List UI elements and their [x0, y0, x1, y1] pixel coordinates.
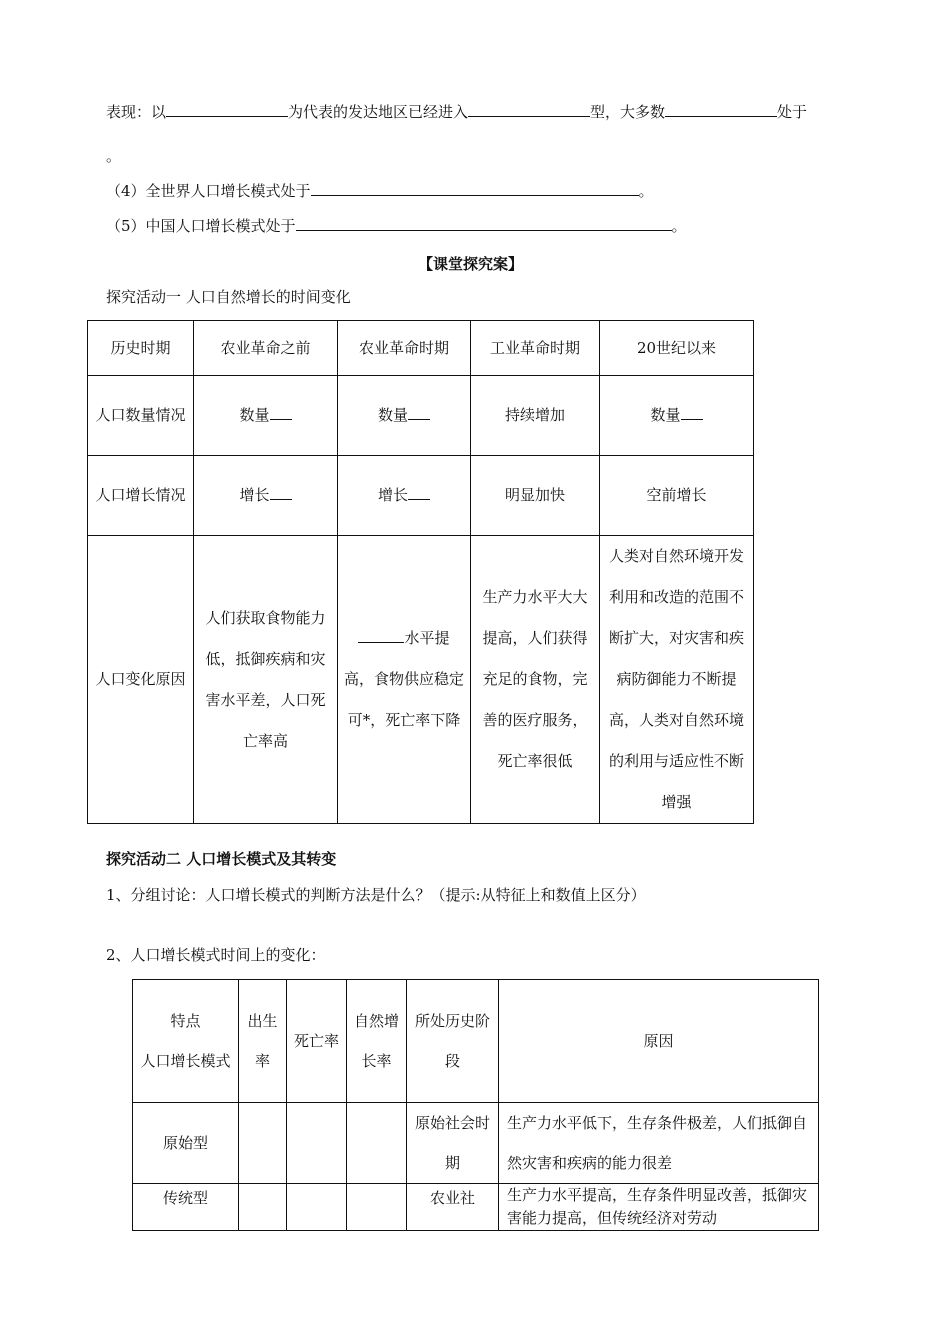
intro-item-4 [106, 180, 654, 201]
empty-cell [239, 1103, 287, 1184]
blank-5 [296, 215, 672, 231]
reason-cell: 生产力水平低下，生存条件极差，人们抵御自然灾害和疾病的能力很差 [499, 1103, 819, 1184]
cell-blank [270, 485, 292, 500]
table-cell [338, 376, 471, 456]
header-cell: 自然增长率 [347, 980, 407, 1103]
mode-cell: 传统型 [133, 1184, 239, 1231]
header-feature: 特点 [170, 1012, 201, 1030]
section-title: 【课堂探究案】 [418, 255, 524, 273]
table-cell: 人们获取食物能力低，抵御疾病和灾害水平差，人口死亡率高 [194, 536, 338, 824]
table-cell [194, 456, 338, 536]
mode-cell: 原始型 [133, 1103, 239, 1184]
intro-text-b: 为代表的发达地区已经进入 [288, 103, 469, 121]
empty-cell [287, 1184, 347, 1231]
row-label: 人口数量情况 [88, 376, 194, 456]
header-cell: 死亡率 [287, 980, 347, 1103]
item4-text: （4）全世界人口增长模式处于 [106, 182, 311, 200]
question-2: 2、人口增长模式时间上的变化： [106, 946, 326, 964]
table-cell: 明显加快 [471, 456, 600, 536]
cell-blank [270, 405, 292, 420]
empty-cell [347, 1184, 407, 1231]
blank-4 [311, 180, 639, 196]
cell-text: 数量 [377, 406, 408, 424]
intro-item-5 [106, 215, 687, 236]
cell-text: 水平提高，食物供应稳定可*，死亡率下降 [344, 629, 465, 729]
header-cell: 农业革命时期 [338, 321, 471, 376]
item5-end: 。 [671, 217, 687, 235]
header-cell: 出生率 [239, 980, 287, 1103]
blank-3 [665, 101, 777, 117]
stage-cell: 农业社 [407, 1184, 499, 1231]
cell-blank [408, 405, 430, 420]
intro-text-a: 表现：以 [106, 103, 167, 121]
header-cell: 历史时期 [88, 321, 194, 376]
table-row [133, 1184, 819, 1231]
table-row [88, 536, 754, 824]
empty-cell [287, 1103, 347, 1184]
table-cell: 持续增加 [471, 376, 600, 456]
cell-blank [358, 628, 404, 643]
empty-cell [239, 1184, 287, 1231]
activity2-title: 探究活动二 人口增长模式及其转变 [106, 850, 337, 868]
header-cell: 工业革命时期 [471, 321, 600, 376]
header-cell-mode [133, 980, 239, 1103]
table-cell [338, 456, 471, 536]
intro-line-2 [106, 146, 121, 166]
question-1: 1、分组讨论：人口增长模式的判断方法是什么？（提示:从特征上和数值上区分） [106, 886, 646, 904]
header-mode: 人口增长模式 [140, 1052, 231, 1070]
item5-text: （5）中国人口增长模式处于 [106, 217, 296, 235]
stage-cell: 原始社会时期 [407, 1103, 499, 1184]
table-cell: 生产力水平大大提高，人们获得充足的食物，完善的医疗服务，死亡率很低 [471, 536, 600, 824]
intro-line-1 [106, 101, 807, 122]
activity1-table [87, 320, 754, 824]
row-label: 人口变化原因 [88, 536, 194, 824]
cell-text: 数量 [650, 406, 681, 424]
table-row [88, 456, 754, 536]
activity1-title: 探究活动一 人口自然增长的时间变化 [106, 288, 351, 306]
table-row [88, 376, 754, 456]
intro-text-c: 型，大多数 [590, 103, 666, 121]
cell-blank [681, 405, 703, 420]
table-cell [600, 376, 754, 456]
table-header-row [133, 980, 819, 1103]
cell-text: 数量 [239, 406, 270, 424]
reason-cell: 生产力水平提高，生存条件明显改善，抵御灾害能力提高，但传统经济对劳动 [499, 1184, 819, 1231]
cell-blank [408, 485, 430, 500]
intro-period: 。 [106, 147, 122, 165]
cell-text: 增长 [377, 486, 408, 504]
intro-text-d: 处于 [777, 103, 808, 121]
table-cell: 人类对自然环境开发利用和改造的范围不断扩大，对灾害和疾病防御能力不断提高，人类对自然环境的利用与适应性不断增强 [600, 536, 754, 824]
table-cell: 空前增长 [600, 456, 754, 536]
item4-end: 。 [638, 182, 654, 200]
blank-1 [166, 101, 288, 117]
empty-cell [347, 1103, 407, 1184]
cell-text: 增长 [239, 486, 270, 504]
header-cell: 所处历史阶段 [407, 980, 499, 1103]
row-label: 人口增长情况 [88, 456, 194, 536]
header-cell: 原因 [499, 980, 819, 1103]
header-cell: 20世纪以来 [600, 321, 754, 376]
table-cell [194, 376, 338, 456]
table-row [133, 1103, 819, 1184]
header-cell: 农业革命之前 [194, 321, 338, 376]
table-cell [338, 536, 471, 824]
table-header-row [88, 321, 754, 376]
blank-2 [468, 101, 590, 117]
activity2-table [132, 979, 819, 1231]
